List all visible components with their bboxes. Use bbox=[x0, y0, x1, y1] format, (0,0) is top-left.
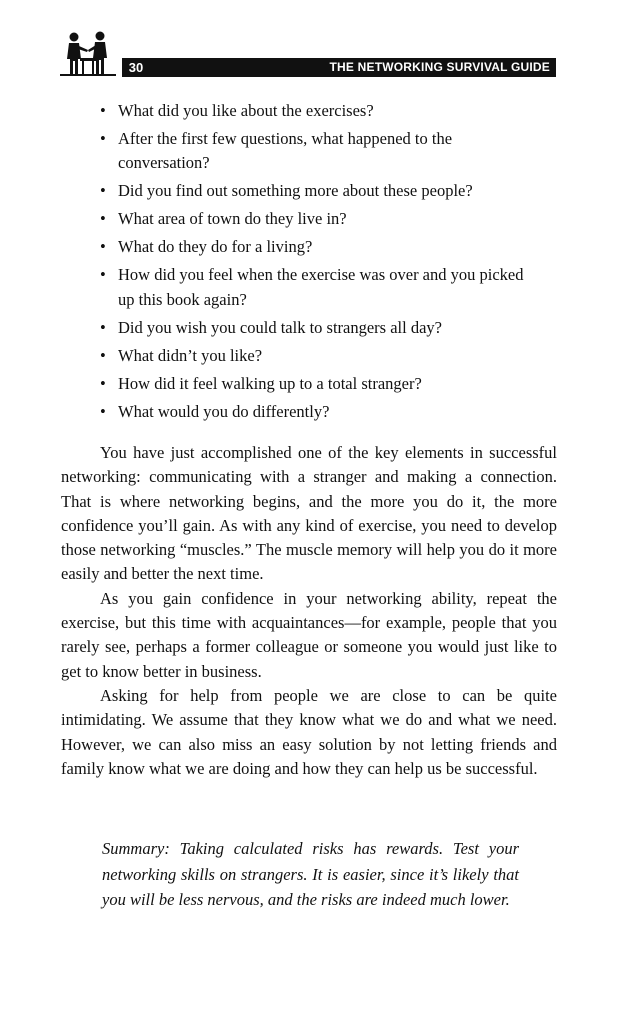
body-text bbox=[61, 441, 557, 781]
list-item: • What do they do for a living? bbox=[100, 235, 540, 259]
list-item: • What area of town do they live in? bbox=[100, 207, 540, 231]
list-item: • After the first few questions, what happened to the conversation? bbox=[100, 127, 540, 176]
page-header bbox=[58, 28, 558, 80]
handshake-figures-icon bbox=[60, 28, 116, 78]
list-item: • Did you wish you could talk to strangers all day? bbox=[100, 316, 540, 340]
summary-text: Summary: Taking calculated risks has rewards. Test your networking skills on strangers. It is easier, since it’s likely that you will be less nervous, and the risks are indeed much lower. bbox=[102, 839, 519, 910]
question-list bbox=[100, 99, 540, 428]
list-item: • What would you do differently? bbox=[100, 400, 540, 424]
running-title: THE NETWORKING SURVIVAL GUIDE bbox=[329, 60, 550, 74]
paragraph: You have just accomplished one of the key elements in successful networking: communicating with a stranger and making a connection. That is where networking begins, and the more you do it, the more confidence you’ll gain. As with any kind of exercise, you need to develop those networking “muscles.” The muscle memory will help you do it more easily and better the next time. bbox=[61, 443, 557, 584]
list-item: • Did you find out something more about these people? bbox=[100, 179, 540, 203]
list-item: • How did it feel walking up to a total stranger? bbox=[100, 372, 540, 396]
list-item: • What did you like about the exercises? bbox=[100, 99, 540, 123]
list-item: • What didn’t you like? bbox=[100, 344, 540, 368]
page-number: 30 bbox=[122, 58, 150, 77]
header-bar bbox=[122, 58, 556, 77]
list-item: • How did you feel when the exercise was over and you picked up this book again? bbox=[100, 263, 540, 312]
paragraph: As you gain confidence in your networking ability, repeat the exercise, but this time with acquaintances—for example, people that you rarely see, perhaps a former colleague or someone you would just like to get to know better in business. bbox=[61, 588, 557, 681]
paragraph: Asking for help from people we are close to can be quite intimidating. We assume that they know what we do and what we need. However, we can also miss an easy solution by not letting friends and family know what we are doing and how they can help us be successful. bbox=[61, 685, 557, 778]
